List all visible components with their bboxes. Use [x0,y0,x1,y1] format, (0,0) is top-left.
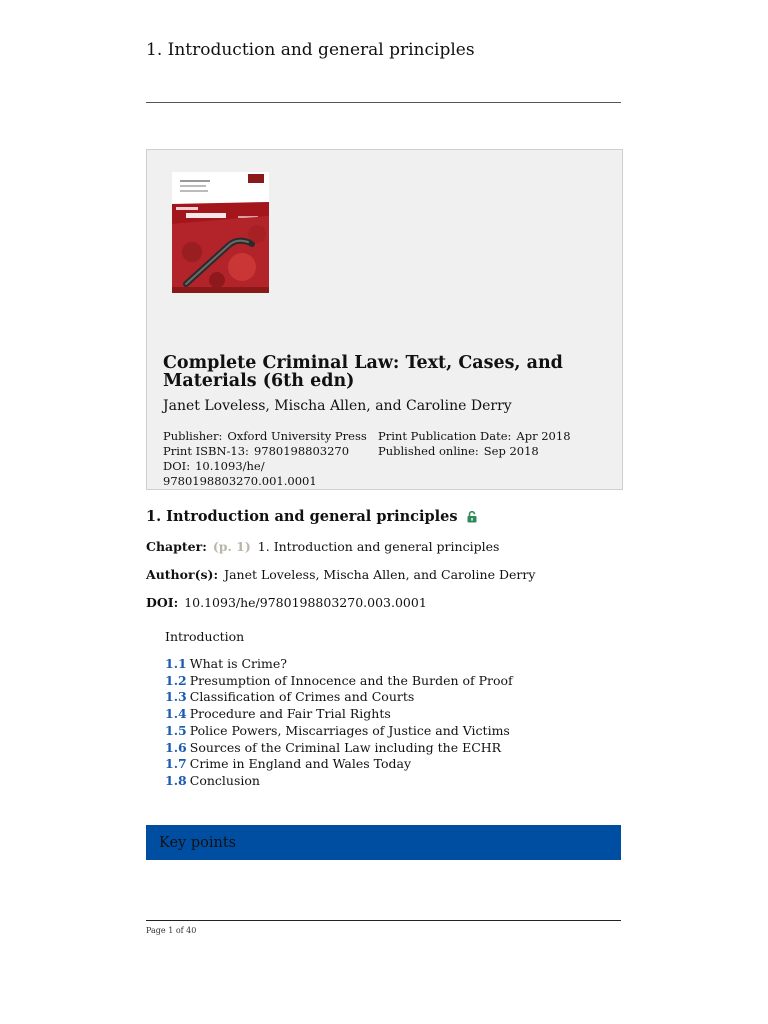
toc-item[interactable] [165,756,513,773]
doi-label: DOI: [146,595,179,610]
chapter-heading-text: 1. Introduction and general principles [146,508,458,525]
doi-value: 10.1093/he/9780198803270.003.0001 [184,595,427,610]
table-of-contents [165,629,513,790]
meta-label: Published online: [378,444,479,458]
book-meta-left [163,429,373,489]
toc-item-number: 1.3 [165,689,187,705]
authors-label: Author(s): [146,567,219,582]
meta-value: Apr 2018 [516,429,571,443]
meta-label: Print Publication Date: [378,429,512,443]
toc-item[interactable] [165,673,513,690]
key-points-label: Key points [159,835,237,851]
meta-label: Print ISBN-13: [163,444,249,458]
chapter-heading [146,508,477,525]
meta-value: Oxford University Press [227,429,367,443]
meta-value: 9780198803270 [253,444,350,458]
book-meta-right [378,429,618,459]
toc-item-text: Crime in England and Wales Today [189,756,412,772]
meta-print-date [378,429,618,444]
toc-item[interactable] [165,723,513,740]
meta-publisher [163,429,373,444]
meta-value: 10.1093/he/ 9780198803270.001.0001 [163,459,317,488]
top-divider [146,102,621,103]
toc-item-text: Presumption of Innocence and the Burden of Proof [189,672,513,688]
toc-item-text: What is Crime? [189,656,287,671]
book-authors: Janet Loveless, Mischa Allen, and Caroline Derry [163,398,512,414]
toc-item[interactable] [165,740,513,757]
book-info-panel [146,149,623,490]
book-cover-image[interactable] [172,172,269,293]
toc-introduction-link[interactable]: Introduction [165,629,245,644]
toc-item-text: Classification of Crimes and Courts [189,689,415,705]
book-title[interactable]: Complete Criminal Law: Text, Cases, and Materials (6th edn) [163,353,563,391]
chapter-line [146,539,499,554]
footer-divider [146,920,621,921]
chapter-value: 1. Introduction and general principles [257,539,500,554]
meta-label: DOI: [163,459,191,473]
toc-item-number: 1.7 [165,756,187,772]
meta-label: Publisher: [163,429,223,443]
toc-item-number: 1.1 [165,656,187,671]
page-marker: (p. 1) [212,539,251,554]
authors-value: Janet Loveless, Mischa Allen, and Caroline Derry [224,567,536,582]
toc-item-text: Police Powers, Miscarriages of Justice and Victims [189,722,510,738]
toc-item[interactable] [165,689,513,706]
toc-item-number: 1.2 [165,672,187,688]
authors-line [146,567,535,582]
chapter-label: Chapter: [146,539,207,554]
doi-line [146,595,427,610]
toc-item-number: 1.8 [165,772,187,788]
open-lock-icon [467,511,477,523]
toc-item[interactable] [165,773,513,790]
page-heading: 1. Introduction and general principles [146,40,475,60]
toc-item[interactable] [165,706,513,723]
page-count: Page 1 of 40 [146,926,197,935]
key-points-section-header[interactable] [146,825,621,860]
toc-item-number: 1.6 [165,739,187,755]
toc-item-text: Procedure and Fair Trial Rights [189,706,391,722]
meta-doi [163,459,373,489]
toc-item[interactable] [165,656,513,673]
toc-item-number: 1.4 [165,706,187,722]
toc-item-text: Sources of the Criminal Law including the ECHR [189,739,502,755]
meta-value: Sep 2018 [483,444,539,458]
toc-item-number: 1.5 [165,722,187,738]
meta-online-date [378,444,618,459]
meta-isbn [163,444,373,459]
toc-item-text: Conclusion [189,772,260,788]
